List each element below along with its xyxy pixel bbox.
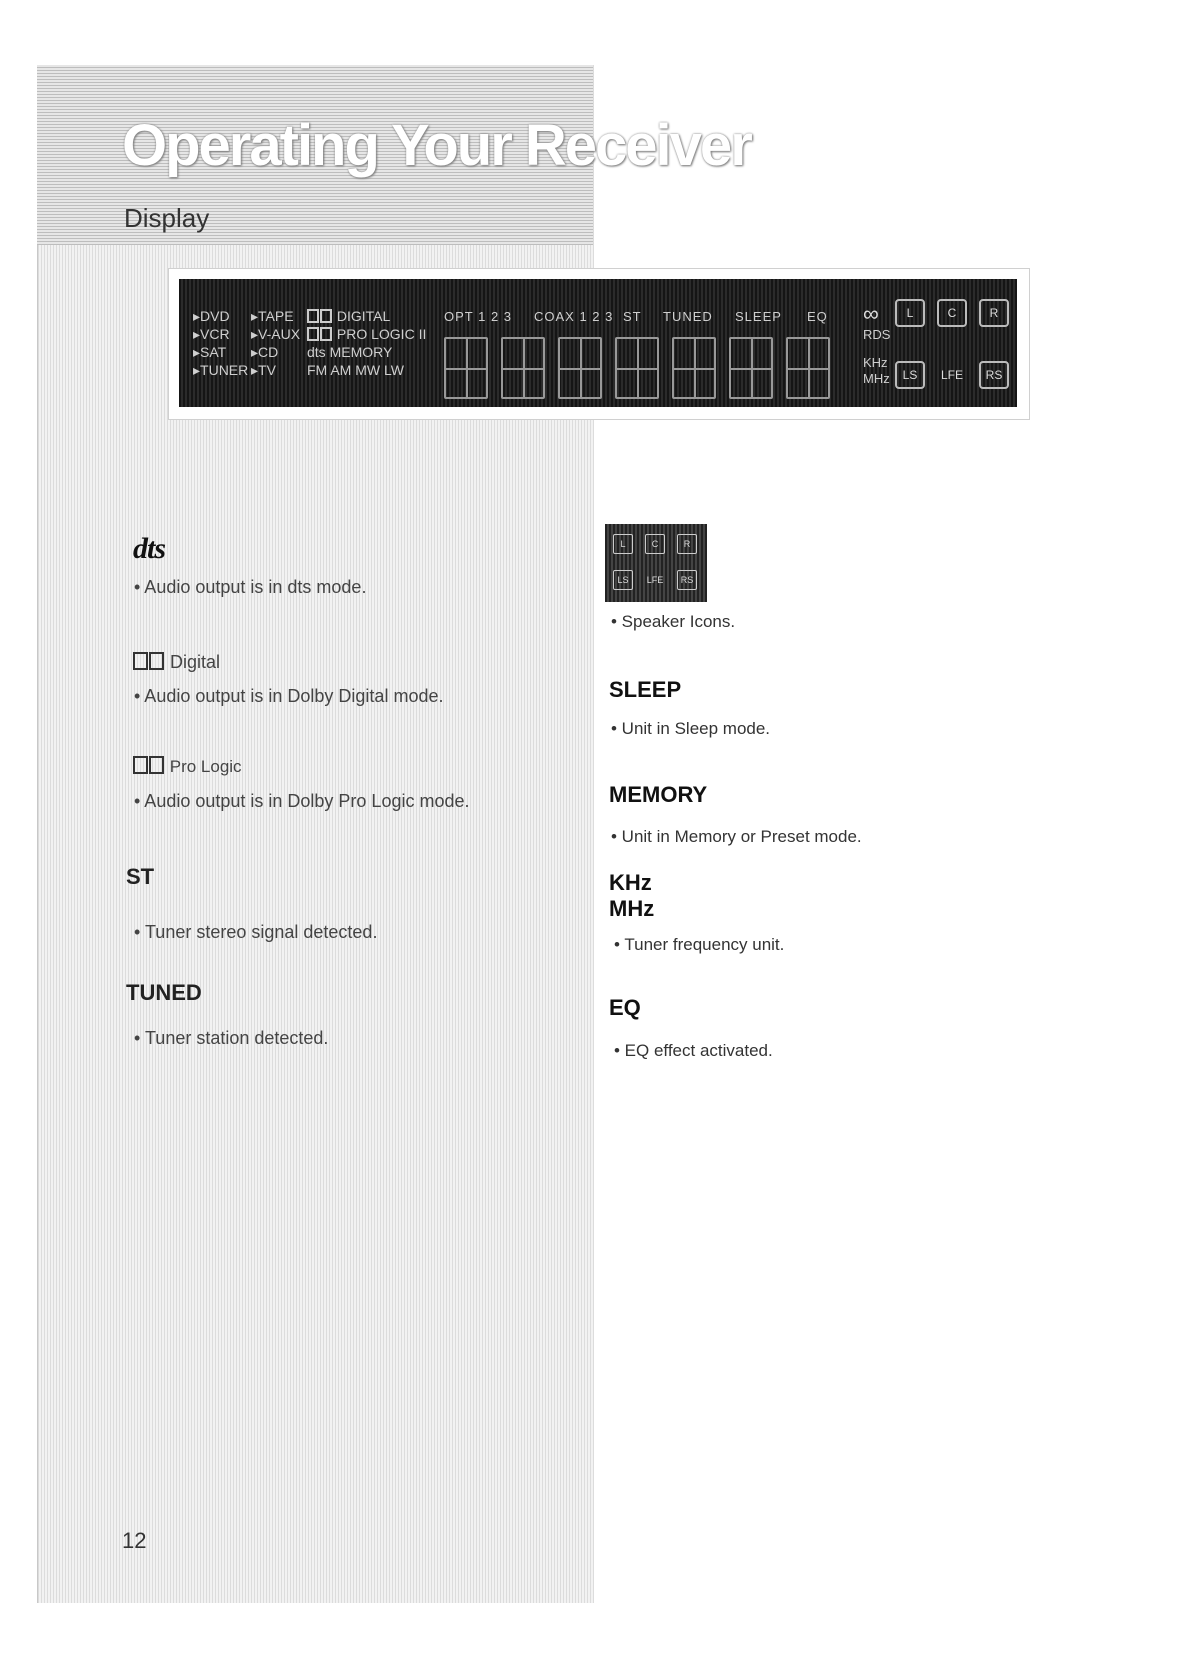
speaker-lfe-icon: LFE	[646, 575, 664, 585]
page-title: Operating Your Receiver	[122, 113, 751, 178]
source-label: ▸DVD	[193, 308, 230, 324]
speaker-ls-icon: LS	[895, 361, 925, 389]
dolby-pro-logic-description: • Audio output is in Dolby Pro Logic mode.	[134, 791, 470, 811]
source-label: ▸V-AUX	[251, 326, 301, 342]
source-label: ▸TV	[251, 362, 276, 378]
speaker-lfe-icon: LFE	[940, 368, 963, 382]
segment-digit	[558, 337, 602, 399]
indicator-coax: COAX 1 2 3	[534, 309, 614, 324]
segment-digit	[615, 337, 659, 399]
front-panel-display	[179, 279, 1017, 407]
speaker-r-icon: R	[677, 534, 697, 554]
indicator-tuned: TUNED	[663, 309, 713, 324]
indicator-eq: EQ	[807, 309, 828, 324]
khz-heading: KHz	[609, 870, 652, 895]
dolby-logo-icon	[133, 756, 148, 774]
speaker-rs-icon: RS	[979, 361, 1009, 389]
segment-digit	[786, 337, 830, 399]
section-title: Display	[124, 203, 210, 233]
source-label: ▸TAPE	[251, 308, 294, 324]
source-list-2	[251, 307, 300, 379]
speaker-l-icon: L	[613, 534, 633, 554]
speaker-ls-icon: LS	[613, 570, 633, 590]
sleep-heading: SLEEP	[609, 677, 682, 702]
memory-description: • Unit in Memory or Preset mode.	[611, 827, 862, 846]
speaker-l-icon: L	[895, 299, 925, 327]
indicator-st: ST	[623, 309, 642, 324]
speaker-rs-icon: RS	[677, 570, 697, 590]
speaker-r-icon: R	[979, 299, 1009, 327]
sleep-description: • Unit in Sleep mode.	[611, 719, 771, 738]
source-label: ▸TUNER	[193, 362, 249, 378]
rds-label: RDS	[863, 327, 891, 342]
source-label: ▸VCR	[193, 326, 230, 342]
indicator-opt: OPT 1 2 3	[444, 309, 513, 324]
eq-heading: EQ	[609, 995, 641, 1020]
tuned-description: • Tuner station detected.	[134, 1028, 329, 1048]
eq-description: • EQ effect activated.	[614, 1041, 773, 1060]
format-label: dts MEMORY	[307, 344, 393, 360]
khz-label: KHz	[863, 355, 888, 370]
indicator-sleep: SLEEP	[735, 309, 782, 324]
source-label: ▸CD	[251, 344, 279, 360]
st-description: • Tuner stereo signal detected.	[134, 922, 378, 942]
dts-description: • Audio output is in dts mode.	[134, 577, 367, 597]
format-label: PRO LOGIC II	[307, 325, 426, 343]
speaker-c-icon: C	[645, 534, 665, 554]
segment-digit	[501, 337, 545, 399]
speaker-icons-thumbnail	[605, 524, 707, 602]
dts-logo: dts	[133, 532, 166, 565]
segment-digit	[444, 337, 488, 399]
mhz-heading: MHz	[609, 896, 655, 921]
st-heading: ST	[126, 864, 155, 889]
segment-digit	[672, 337, 716, 399]
page-number: 12	[122, 1528, 147, 1553]
format-label: DIGITAL	[307, 307, 426, 325]
speaker-icons-description: • Speaker Icons.	[611, 612, 736, 631]
tuned-heading: TUNED	[126, 980, 202, 1005]
source-label: ▸SAT	[193, 344, 227, 360]
rds-symbol-icon: ∞	[863, 301, 879, 326]
dolby-digital-label: Digital	[133, 652, 220, 673]
frequency-description: • Tuner frequency unit.	[614, 935, 785, 954]
segment-digit	[729, 337, 773, 399]
segment-digits	[444, 337, 830, 399]
format-list	[307, 307, 426, 379]
memory-heading: MEMORY	[609, 782, 708, 807]
dolby-pro-logic-label: Pro Logic	[133, 756, 242, 777]
dolby-digital-description: • Audio output is in Dolby Digital mode.	[134, 686, 444, 706]
mhz-label: MHz	[863, 371, 890, 386]
dolby-logo-icon	[133, 652, 148, 670]
source-list-1	[193, 307, 248, 379]
format-label: FM AM MW LW	[307, 362, 404, 378]
speaker-c-icon: C	[937, 299, 967, 327]
